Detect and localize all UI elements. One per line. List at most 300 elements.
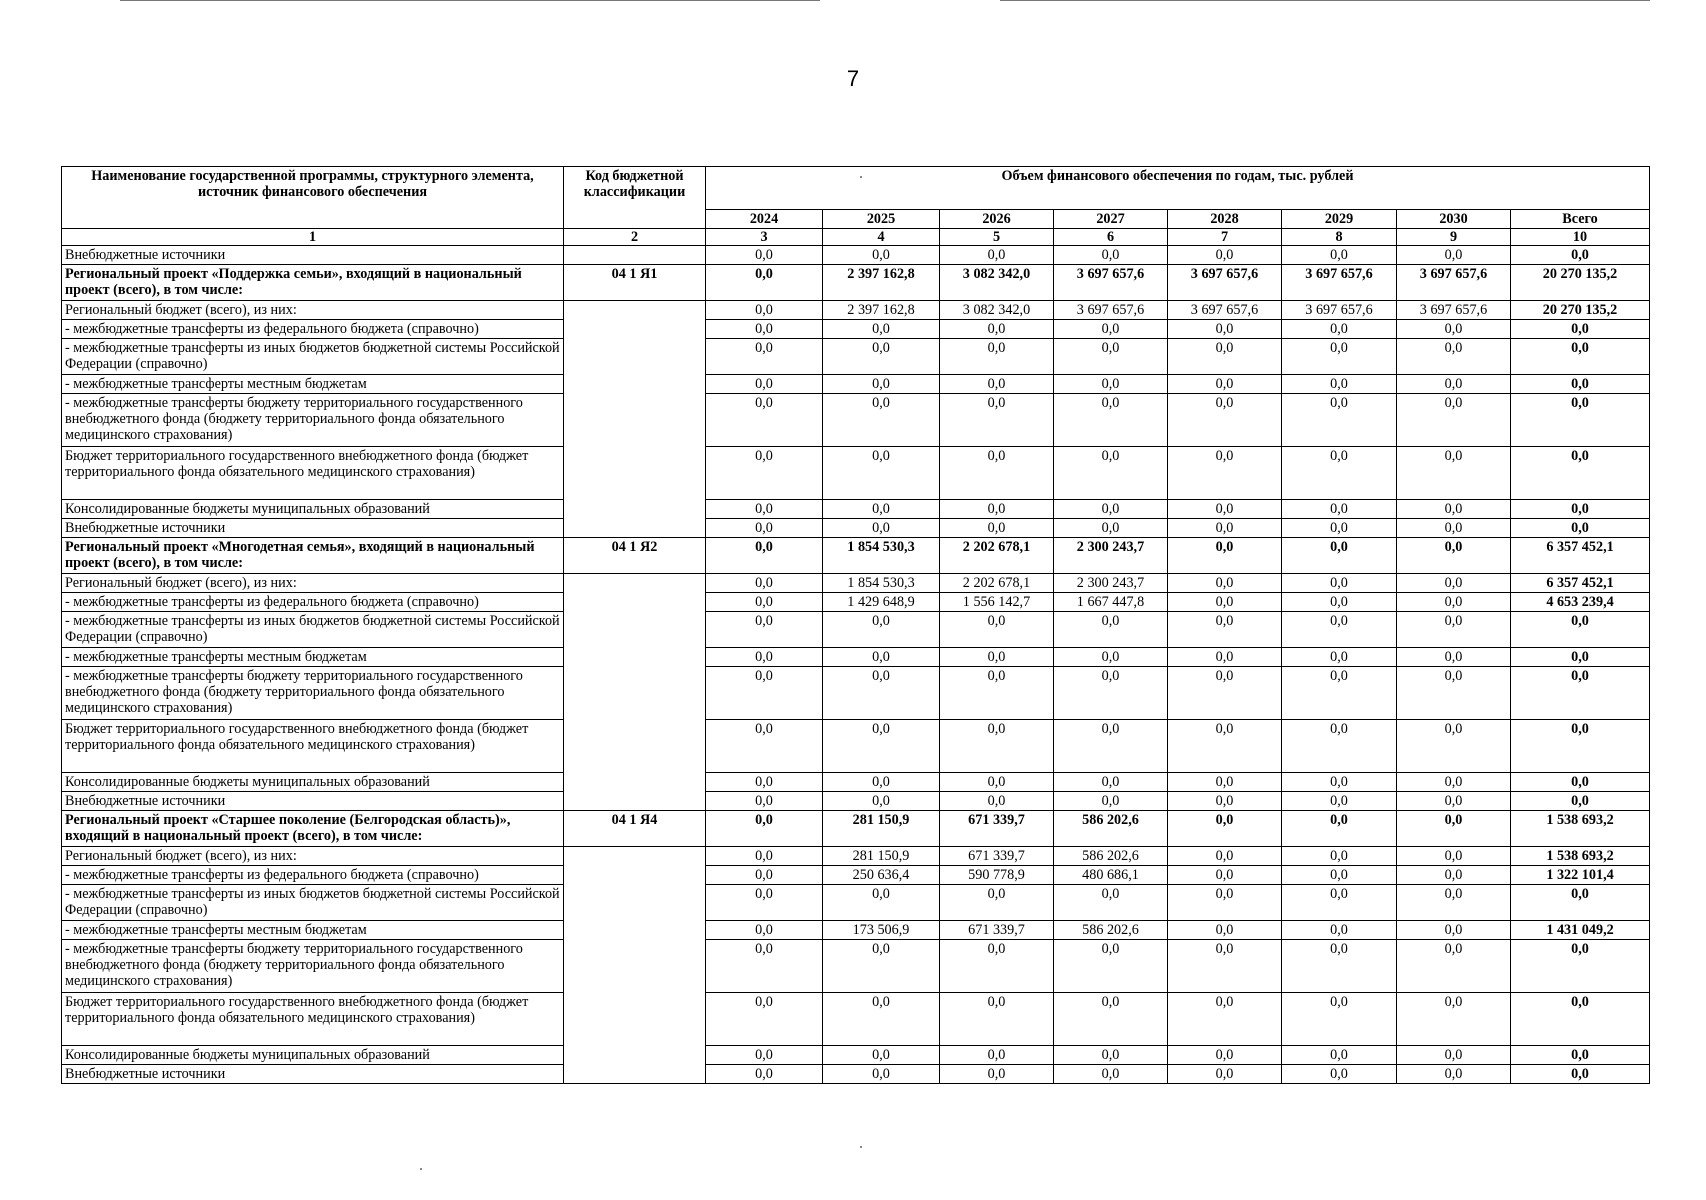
table-row [62,519,1650,538]
table-row [62,720,1650,773]
row-value: 0,0 [940,940,1054,993]
row-total: 0,0 [1511,648,1650,667]
row-value: 0,0 [940,375,1054,394]
row-value: 0,0 [1282,538,1397,574]
row-value: 0,0 [1168,847,1282,866]
row-value: 0,0 [1282,394,1397,447]
row-value: 0,0 [1168,612,1282,648]
table-row [62,301,1650,320]
row-total: 20 270 135,2 [1511,265,1650,301]
header-year: 2025 [823,210,940,229]
row-value: 0,0 [1168,574,1282,593]
row-value: 2 300 243,7 [1054,574,1168,593]
row-total: 4 653 239,4 [1511,593,1650,612]
row-value: 0,0 [1397,593,1511,612]
table-row [62,792,1650,811]
project-row [62,538,1650,574]
row-total: 6 357 452,1 [1511,538,1650,574]
row-value: 2 300 243,7 [1054,538,1168,574]
row-value: 3 697 657,6 [1282,301,1397,320]
row-value: 0,0 [1397,940,1511,993]
table-row [62,667,1650,720]
row-name: Региональный проект «Поддержка семьи», входящий в национальный проект (всего), в том числе: [62,265,564,301]
row-name: - межбюджетные трансферты местным бюджетам [62,375,564,394]
row-total: 0,0 [1511,792,1650,811]
row-total: 0,0 [1511,339,1650,375]
row-value: 0,0 [1397,648,1511,667]
row-value: 0,0 [1054,1065,1168,1084]
row-value: 3 697 657,6 [1054,265,1168,301]
row-name: Внебюджетные источники [62,1065,564,1084]
row-total: 1 538 693,2 [1511,847,1650,866]
row-value: 0,0 [1054,993,1168,1046]
row-value: 1 854 530,3 [823,538,940,574]
header-total: Всего [1511,210,1650,229]
row-name: - межбюджетные трансферты из иных бюджетов бюджетной системы Российской Федерации (справочно) [62,339,564,375]
row-value: 0,0 [706,265,823,301]
row-value: 0,0 [1168,773,1282,792]
table-row [62,500,1650,519]
column-index: 5 [940,229,1054,246]
row-value: 0,0 [1054,667,1168,720]
row-value: 0,0 [1282,792,1397,811]
row-code: 04 1 Я1 [564,265,706,301]
row-value: 0,0 [940,612,1054,648]
row-value: 0,0 [823,612,940,648]
row-value: 0,0 [1054,500,1168,519]
row-value: 2 397 162,8 [823,301,940,320]
row-value: 0,0 [1168,538,1282,574]
header-year: 2027 [1054,210,1168,229]
row-value: 0,0 [1282,811,1397,847]
row-total: 0,0 [1511,667,1650,720]
row-value: 0,0 [1168,792,1282,811]
row-name: Региональный бюджет (всего), из них: [62,847,564,866]
row-value: 0,0 [706,246,823,265]
row-value: 0,0 [823,773,940,792]
row-value: 0,0 [1397,885,1511,921]
row-value: 0,0 [1054,519,1168,538]
row-total: 0,0 [1511,375,1650,394]
table-row [62,993,1650,1046]
row-value: 0,0 [1168,447,1282,500]
row-total: 20 270 135,2 [1511,301,1650,320]
row-value: 0,0 [706,921,823,940]
row-value: 0,0 [1168,648,1282,667]
row-value: 0,0 [706,866,823,885]
column-index: 7 [1168,229,1282,246]
column-index: 10 [1511,229,1650,246]
row-value: 0,0 [1282,773,1397,792]
row-value: 0,0 [940,1046,1054,1065]
row-value: 0,0 [1282,246,1397,265]
row-value: 671 339,7 [940,811,1054,847]
row-value: 671 339,7 [940,847,1054,866]
row-name: - межбюджетные трансферты местным бюджетам [62,921,564,940]
table-row [62,612,1650,648]
header-year: 2026 [940,210,1054,229]
row-total: 0,0 [1511,447,1650,500]
row-value: 0,0 [1054,375,1168,394]
row-value: 0,0 [1397,667,1511,720]
row-total: 0,0 [1511,1065,1650,1084]
row-value: 3 082 342,0 [940,301,1054,320]
row-value: 2 202 678,1 [940,538,1054,574]
row-name: Консолидированные бюджеты муниципальных образований [62,500,564,519]
row-value: 281 150,9 [823,811,940,847]
scan-edge-line [1000,0,1650,1]
row-value: 0,0 [823,320,940,339]
row-total: 0,0 [1511,519,1650,538]
column-index: 9 [1397,229,1511,246]
row-value: 0,0 [1282,500,1397,519]
row-value: 0,0 [1054,773,1168,792]
row-value: 0,0 [1397,339,1511,375]
row-value: 0,0 [706,519,823,538]
row-value: 0,0 [706,1065,823,1084]
row-value: 0,0 [1168,921,1282,940]
row-value: 0,0 [1282,667,1397,720]
row-value: 0,0 [706,447,823,500]
column-index: 4 [823,229,940,246]
row-value: 0,0 [940,246,1054,265]
row-value: 0,0 [706,648,823,667]
table-row [62,593,1650,612]
row-value: 3 697 657,6 [1168,265,1282,301]
row-name: Региональный проект «Многодетная семья», входящий в национальный проект (всего), в том числе: [62,538,564,574]
row-value: 3 697 657,6 [1397,301,1511,320]
row-value: 0,0 [1168,593,1282,612]
row-value: 0,0 [1054,320,1168,339]
row-value: 0,0 [706,320,823,339]
row-value: 0,0 [706,375,823,394]
row-value: 0,0 [823,885,940,921]
row-value: 0,0 [1168,246,1282,265]
row-total: 1 322 101,4 [1511,866,1650,885]
row-name: - межбюджетные трансферты из федерального бюджета (справочно) [62,593,564,612]
row-value: 0,0 [940,885,1054,921]
page-number: 7 [846,66,860,91]
row-value: 1 667 447,8 [1054,593,1168,612]
row-value: 586 202,6 [1054,811,1168,847]
row-code: 04 1 Я2 [564,538,706,574]
header-year: 2024 [706,210,823,229]
row-name: Внебюджетные источники [62,246,564,265]
row-value: 0,0 [1397,394,1511,447]
table-row [62,375,1650,394]
row-value: 0,0 [1397,847,1511,866]
row-total: 0,0 [1511,720,1650,773]
row-value: 0,0 [1054,648,1168,667]
row-value: 0,0 [706,538,823,574]
row-value: 0,0 [823,667,940,720]
row-value: 0,0 [940,447,1054,500]
table-row [62,339,1650,375]
row-value: 0,0 [1168,320,1282,339]
row-value: 0,0 [1168,339,1282,375]
row-name: Бюджет территориального государственного внебюджетного фонда (бюджет территориального фонда обязательного медицинского страхования) [62,447,564,500]
row-value: 0,0 [940,667,1054,720]
row-value: 3 697 657,6 [1168,301,1282,320]
row-name: Региональный проект «Старшее поколение (Белгородская область)», входящий в национальный проект (всего), в том числе: [62,811,564,847]
header-year: 2030 [1397,210,1511,229]
row-value: 0,0 [1168,993,1282,1046]
table-header [62,167,1650,246]
table-row [62,394,1650,447]
row-value: 0,0 [940,394,1054,447]
column-index: 1 [62,229,564,246]
row-name: Региональный бюджет (всего), из них: [62,301,564,320]
row-value: 0,0 [706,301,823,320]
scan-edge-line [120,0,820,1]
table-row [62,447,1650,500]
row-value: 0,0 [1397,612,1511,648]
row-name: - межбюджетные трансферты местным бюджетам [62,648,564,667]
row-value: 0,0 [1168,885,1282,921]
row-value: 0,0 [1397,500,1511,519]
row-value: 0,0 [1054,792,1168,811]
row-value: 0,0 [1397,519,1511,538]
row-value: 0,0 [1282,320,1397,339]
row-value: 0,0 [1397,320,1511,339]
table-row [62,866,1650,885]
row-value: 0,0 [940,993,1054,1046]
row-value: 0,0 [940,773,1054,792]
column-index: 6 [1054,229,1168,246]
row-value: 0,0 [1282,885,1397,921]
row-total: 0,0 [1511,940,1650,993]
row-value: 0,0 [823,1046,940,1065]
row-value: 0,0 [1054,940,1168,993]
row-value: 0,0 [823,648,940,667]
row-name: - межбюджетные трансферты бюджету территориального государственного внебюджетного фонда (бюджету территориального фонда обязательного медицинского страхования) [62,667,564,720]
row-value: 0,0 [1397,447,1511,500]
row-value: 0,0 [940,720,1054,773]
row-value: 1 854 530,3 [823,574,940,593]
row-value: 0,0 [1168,667,1282,720]
row-value: 586 202,6 [1054,847,1168,866]
project-row [62,811,1650,847]
row-value: 0,0 [940,792,1054,811]
row-value: 0,0 [1282,1065,1397,1084]
header-year: 2028 [1168,210,1282,229]
table-row [62,1065,1650,1084]
row-value: 0,0 [1282,375,1397,394]
row-value: 0,0 [1282,447,1397,500]
row-code-merged [564,301,706,538]
row-value: 3 082 342,0 [940,265,1054,301]
row-value: 0,0 [1168,1046,1282,1065]
row-value: 0,0 [1054,339,1168,375]
row-value: 0,0 [823,519,940,538]
row-value: 0,0 [1282,339,1397,375]
row-value: 0,0 [1282,720,1397,773]
row-value: 0,0 [1168,394,1282,447]
row-code-merged [564,574,706,811]
row-value: 0,0 [1054,394,1168,447]
row-value: 0,0 [1054,612,1168,648]
row-name: - межбюджетные трансферты из федерального бюджета (справочно) [62,866,564,885]
row-value: 0,0 [1397,1065,1511,1084]
row-value: 0,0 [706,593,823,612]
row-value: 0,0 [706,811,823,847]
row-value: 0,0 [1397,375,1511,394]
table-row [62,847,1650,866]
row-value: 0,0 [1397,1046,1511,1065]
row-value: 0,0 [1054,885,1168,921]
row-value: 0,0 [706,720,823,773]
row-value: 1 556 142,7 [940,593,1054,612]
row-value: 0,0 [1397,246,1511,265]
row-value: 0,0 [1168,1065,1282,1084]
row-value: 0,0 [940,1065,1054,1084]
row-total: 0,0 [1511,885,1650,921]
row-name: Внебюджетные источники [62,519,564,538]
header-name-column: Наименование государственной программы, структурного элемента, источник финансового обеспечения [62,167,564,229]
row-name: - межбюджетные трансферты бюджету территориального государственного внебюджетного фонда (бюджету территориального фонда обязательного медицинского страхования) [62,394,564,447]
row-code [564,246,706,265]
row-total: 0,0 [1511,320,1650,339]
row-value: 0,0 [823,993,940,1046]
row-value: 0,0 [706,574,823,593]
row-value: 0,0 [1054,246,1168,265]
table-row [62,885,1650,921]
row-value: 590 778,9 [940,866,1054,885]
column-index: 8 [1282,229,1397,246]
row-value: 0,0 [1397,720,1511,773]
row-value: 0,0 [1282,1046,1397,1065]
row-value: 0,0 [823,500,940,519]
row-value: 0,0 [1397,538,1511,574]
row-value: 0,0 [706,885,823,921]
table-row [62,940,1650,993]
row-value: 0,0 [1168,375,1282,394]
row-value: 0,0 [1282,519,1397,538]
row-name: - межбюджетные трансферты из федерального бюджета (справочно) [62,320,564,339]
row-value: 0,0 [706,940,823,993]
table-row [62,1046,1650,1065]
row-total: 0,0 [1511,1046,1650,1065]
row-name: Бюджет территориального государственного внебюджетного фонда (бюджет территориального фонда обязательного медицинского страхования) [62,720,564,773]
row-value: 0,0 [706,612,823,648]
header-year: 2029 [1282,210,1397,229]
row-total: 0,0 [1511,394,1650,447]
row-value: 0,0 [1168,866,1282,885]
scan-speck [860,1146,862,1148]
row-value: 0,0 [706,773,823,792]
column-index: 2 [564,229,706,246]
row-value: 0,0 [1282,866,1397,885]
row-value: 0,0 [1282,940,1397,993]
row-value: 480 686,1 [1054,866,1168,885]
row-value: 586 202,6 [1054,921,1168,940]
row-value: 0,0 [1054,1046,1168,1065]
row-name: Внебюджетные источники [62,792,564,811]
row-value: 0,0 [706,792,823,811]
row-value: 0,0 [823,1065,940,1084]
row-value: 0,0 [1397,773,1511,792]
row-value: 0,0 [1168,720,1282,773]
row-name: Региональный бюджет (всего), из них: [62,574,564,593]
row-total: 0,0 [1511,246,1650,265]
row-value: 3 697 657,6 [1282,265,1397,301]
row-value: 0,0 [706,500,823,519]
row-total: 0,0 [1511,500,1650,519]
row-value: 0,0 [1168,519,1282,538]
row-value: 0,0 [1397,866,1511,885]
table-row [62,320,1650,339]
project-row [62,265,1650,301]
row-value: 3 697 657,6 [1054,301,1168,320]
row-value: 0,0 [940,339,1054,375]
table-row [62,574,1650,593]
row-name: Консолидированные бюджеты муниципальных образований [62,1046,564,1065]
row-total: 1 538 693,2 [1511,811,1650,847]
row-value: 0,0 [1397,921,1511,940]
row-value: 0,0 [1168,500,1282,519]
row-total: 1 431 049,2 [1511,921,1650,940]
row-value: 173 506,9 [823,921,940,940]
row-value: 1 429 648,9 [823,593,940,612]
financing-table [61,166,1650,1084]
table-row [62,246,1650,265]
row-value: 2 202 678,1 [940,574,1054,593]
row-value: 0,0 [706,339,823,375]
row-value: 0,0 [706,667,823,720]
row-value: 0,0 [823,447,940,500]
row-value: 0,0 [940,500,1054,519]
row-value: 0,0 [1397,811,1511,847]
row-value: 0,0 [823,339,940,375]
row-value: 0,0 [823,792,940,811]
row-total: 0,0 [1511,773,1650,792]
row-value: 0,0 [1282,921,1397,940]
row-value: 0,0 [1397,993,1511,1046]
row-value: 0,0 [1397,792,1511,811]
row-value: 0,0 [823,720,940,773]
row-name: - межбюджетные трансферты бюджету территориального государственного внебюджетного фонда (бюджету территориального фонда обязательного медицинского страхования) [62,940,564,993]
row-value: 0,0 [823,940,940,993]
row-value: 0,0 [1282,993,1397,1046]
row-value: 2 397 162,8 [823,265,940,301]
header-code-column: Код бюджетной классификации [564,167,706,229]
row-value: 0,0 [940,648,1054,667]
row-code: 04 1 Я4 [564,811,706,847]
row-total: 6 357 452,1 [1511,574,1650,593]
row-value: 0,0 [1282,574,1397,593]
row-value: 0,0 [1282,593,1397,612]
row-name: Консолидированные бюджеты муниципальных образований [62,773,564,792]
row-value: 0,0 [1054,447,1168,500]
column-index: 3 [706,229,823,246]
row-value: 0,0 [1282,648,1397,667]
row-value: 0,0 [940,519,1054,538]
row-value: 250 636,4 [823,866,940,885]
header-volume-column: Объем финансового обеспечения по годам, тыс. рублей [706,167,1650,210]
row-value: 0,0 [706,394,823,447]
row-code-merged [564,847,706,1084]
row-value: 0,0 [823,246,940,265]
row-value: 0,0 [1282,847,1397,866]
row-total: 0,0 [1511,993,1650,1046]
table-row [62,648,1650,667]
row-total: 0,0 [1511,612,1650,648]
row-value: 671 339,7 [940,921,1054,940]
scan-speck [420,1168,422,1170]
row-value: 0,0 [940,320,1054,339]
row-value: 0,0 [1168,940,1282,993]
row-value: 0,0 [1054,720,1168,773]
